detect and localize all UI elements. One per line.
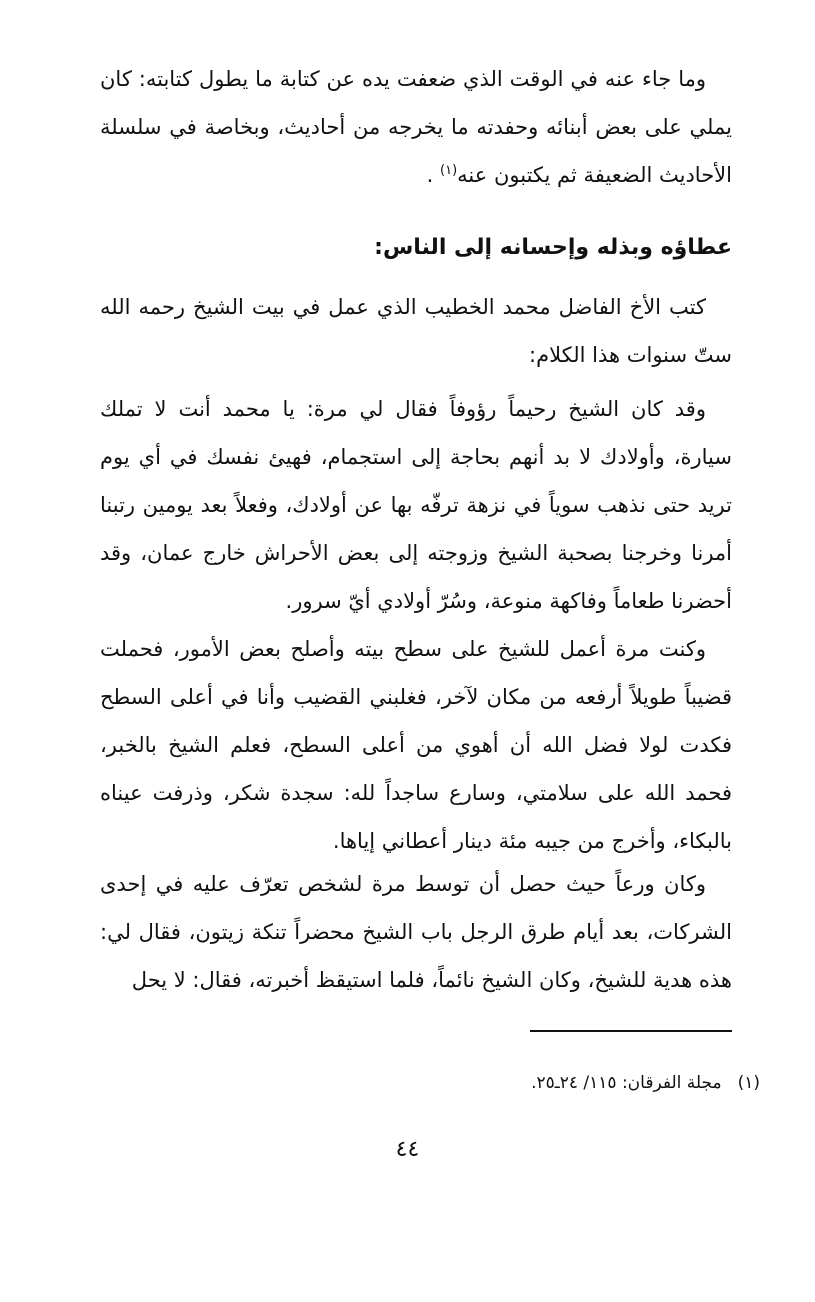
footnote-text: مجلة الفرقان: ١١٥/ ٢٤ـ٢٥. [531, 1073, 722, 1093]
paragraph-text: كتب الأخ الفاضل محمد الخطيب الذي عمل في بيت الشيخ رحمه الله ستّ سنوات هذا الكلام: [100, 295, 732, 367]
paragraph-writing-dictation [100, 55, 732, 199]
footnote-divider [530, 1030, 732, 1032]
paragraph-text: وقد كان الشيخ رحيماً رؤوفاً فقال لي مرة: يا محمد أنت لا تملك سيارة، وأولادك لا بد أنهم بحاجة إلى استجمام، فهيئ نفسك في أي يوم تريد حتى نذهب سوياً في نزهة ترفّه بها عن أولادك، وفعلاً بعد يومين رتبنا أمرنا وخرجنا بصحبة الشيخ وزوجته إلى بعض الأحراش خارج عمان، وقد أحضرنا طعاماً وفاكهة منوعة، وسُرّ أولادي أيّ سرور. [100, 397, 732, 613]
paragraph-outing-story [100, 385, 732, 625]
paragraph-text: وما جاء عنه في الوقت الذي ضعفت يده عن كتابة ما يطول كتابته: كان يملي على بعض أبنائه وحفدته ما يخرجه من أحاديث، وبخاصة في سلسلة الأحاديث الضعيفة ثم يكتبون عنه [100, 67, 732, 187]
footnote [300, 1066, 760, 1100]
paragraph-text: وكان ورعاً حيث حصل أن توسط مرة لشخص تعرّف عليه في إحدى الشركات، بعد أيام طرق الرجل باب الشيخ محضراً تنكة زيتون، فقال لي: هذه هدية للشيخ، وكان الشيخ نائماً، فلما استيقظ أخبرته، فقال: لا يحل [100, 872, 732, 992]
section-heading: عطاؤه وبذله وإحسانه إلى الناس: [374, 235, 732, 260]
paragraph-intro-quote [100, 283, 732, 379]
paragraph-piety-story [100, 860, 732, 1004]
footnote-reference: (١) [440, 163, 458, 178]
page-number: ٤٤ [395, 1137, 420, 1162]
paragraph-roof-story [100, 625, 732, 865]
paragraph-end-mark: . [426, 163, 434, 187]
footnote-number: (١) [737, 1073, 760, 1093]
paragraph-text: وكنت مرة أعمل للشيخ على سطح بيته وأصلح بعض الأمور، فحملت قضيباً طويلاً أرفعه من مكان لآخر، فغلبني القضيب وأنا في أعلى السطح فكدت لولا فضل الله أن أهوي من أعلى السطح، فعلم الشيخ بالخبر، فحمد الله على سلامتي، وسارع ساجداً لله: سجدة شكر، وذرفت عيناه بالبكاء، وأخرج من جيبه مئة دينار أعطاني إياها. [100, 637, 732, 853]
